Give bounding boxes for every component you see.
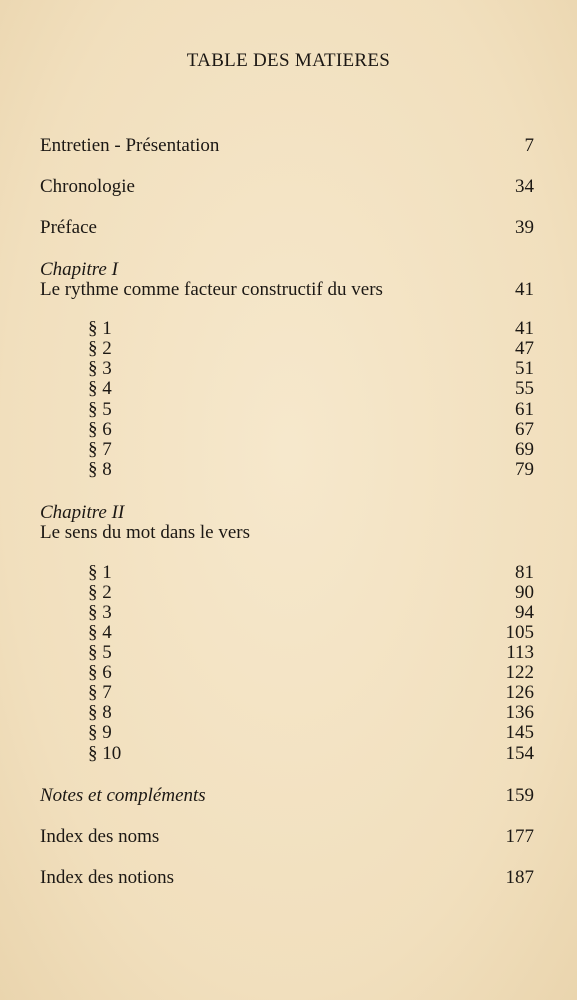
section-entry [88,603,534,623]
section-page: 136 [505,702,534,723]
section-page: 81 [515,562,534,583]
section-entry [88,460,534,480]
chapter-page: 41 [515,279,534,300]
toc-entry-page: 159 [505,785,534,806]
toc-entry [40,175,534,199]
section-entry [88,339,534,359]
section-entry [88,359,534,379]
chapter-heading: Chapitre I [40,259,118,280]
section-label: § 10 [88,743,122,764]
section-page: 145 [505,722,534,743]
toc-entry [40,784,534,808]
section-page: 90 [515,582,534,603]
section-label: § 6 [88,419,112,440]
section-label: § 8 [88,702,112,723]
section-label: § 2 [88,582,112,603]
section-label: § 7 [88,682,112,703]
section-entry [88,583,534,603]
page-title: TABLE DES MATIERES [186,50,391,71]
section-entry [88,683,534,703]
section-label: § 5 [88,642,112,663]
section-page: 55 [515,378,534,399]
section-entry [88,663,534,683]
section-page: 79 [515,459,534,480]
section-label: § 6 [88,662,112,683]
chapter-title-row [40,521,534,545]
section-label: § 4 [88,622,112,643]
toc-entry-page: 39 [515,217,534,238]
section-entry [88,319,534,339]
toc-entry-label: Entretien - Présentation [40,135,220,156]
section-entry [88,744,534,764]
section-page: 51 [515,358,534,379]
chapter-heading: Chapitre II [40,502,125,523]
section-entry [88,400,534,420]
section-label: § 9 [88,722,112,743]
section-label: § 3 [88,358,112,379]
section-entry [88,643,534,663]
toc-entry-label: Préface [40,217,97,238]
section-page: 94 [515,602,534,623]
section-entry [88,420,534,440]
toc-entry [40,134,534,158]
section-label: § 3 [88,602,112,623]
section-entry [88,563,534,583]
section-label: § 1 [88,318,112,339]
toc-entry [40,866,534,890]
toc-entry-page: 34 [515,176,534,197]
section-page: 122 [505,662,534,683]
toc-entry-page: 187 [505,867,534,888]
toc-entry-label: Chronologie [40,176,135,197]
toc-entry-page: 7 [524,135,534,156]
section-page: 67 [515,419,534,440]
toc-entry-label: Notes et compléments [40,785,206,806]
section-label: § 2 [88,338,112,359]
chapter-title: Le sens du mot dans le vers [40,522,251,543]
toc-entry-label: Index des noms [40,826,160,847]
section-label: § 4 [88,378,112,399]
chapter-title-row [40,278,534,302]
toc-entry-page: 177 [505,826,534,847]
section-page: 105 [505,622,534,643]
section-page: 61 [515,399,534,420]
toc-entry-label: Index des notions [40,867,175,888]
section-label: § 1 [88,562,112,583]
section-label: § 5 [88,399,112,420]
section-page: 154 [505,743,534,764]
section-entry [88,623,534,643]
toc-entry [40,216,534,240]
section-entry [88,379,534,399]
section-entry [88,703,534,723]
section-page: 47 [515,338,534,359]
section-page: 126 [505,682,534,703]
section-label: § 8 [88,459,112,480]
section-page: 69 [515,439,534,460]
section-entry [88,440,534,460]
toc-entry [40,825,534,849]
chapter-title: Le rythme comme facteur constructif du vers [40,279,383,300]
section-label: § 7 [88,439,112,460]
section-page: 113 [506,642,534,663]
section-page: 41 [515,318,534,339]
section-entry [88,723,534,743]
